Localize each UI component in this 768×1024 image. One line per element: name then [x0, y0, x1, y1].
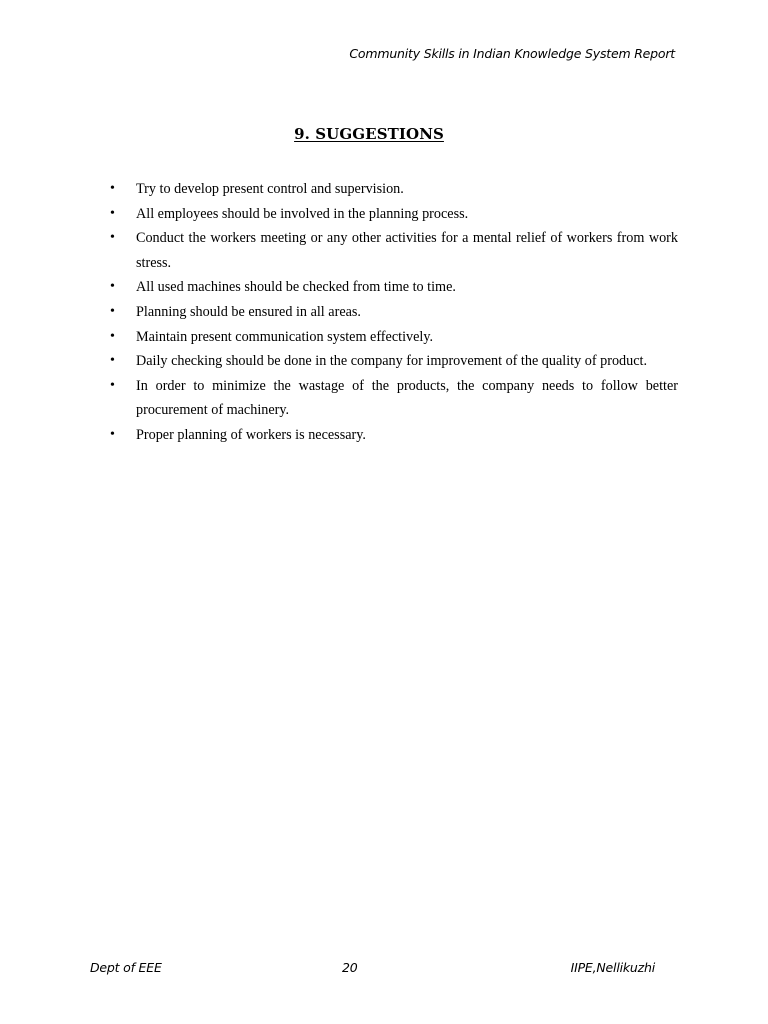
bullet-icon: • — [110, 353, 115, 369]
bullet-icon: • — [110, 181, 115, 196]
section-heading: 9. SUGGESTIONS — [294, 125, 444, 143]
list-item-text: Maintain present communication system effectively. — [136, 328, 434, 345]
list-item — [106, 423, 678, 448]
list-item — [106, 177, 678, 202]
bullet-icon: • — [110, 426, 115, 442]
list-item — [106, 374, 678, 423]
list-item — [106, 275, 678, 300]
list-item-text: All used machines should be checked from time to time. — [136, 279, 456, 296]
list-item — [106, 300, 678, 325]
list-item-text: In order to minimize the wastage of the products, the company needs to follow better procurement of machinery. — [136, 377, 678, 419]
list-item-text: Try to develop present control and supervision. — [136, 181, 404, 197]
bullet-icon: • — [110, 230, 115, 246]
list-item-text: All employees should be involved in the planning process. — [136, 205, 469, 222]
bullet-icon: • — [110, 377, 115, 393]
bullet-icon: • — [110, 279, 115, 295]
bullet-icon: • — [110, 205, 115, 221]
footer-department: Dept of EEE — [90, 960, 162, 975]
running-header: Community Skills in Indian Knowledge System Report — [349, 46, 675, 61]
list-item-text: Proper planning of workers is necessary. — [136, 426, 366, 443]
footer-institution: IIPE,Nellikuzhi — [570, 960, 655, 975]
list-item — [106, 202, 678, 227]
bullet-icon: • — [110, 328, 115, 344]
list-item-text: Planning should be ensured in all areas. — [136, 303, 361, 320]
list-item-text: Daily checking should be done in the company for improvement of the quality of product. — [136, 353, 648, 370]
list-item-text: Conduct the workers meeting or any other activities for a mental relief of workers from work stress. — [136, 230, 678, 271]
bullet-icon: • — [110, 303, 115, 319]
list-item — [106, 226, 678, 275]
list-item — [106, 349, 678, 374]
list-item — [106, 325, 678, 350]
page-number: 20 — [342, 960, 358, 975]
suggestion-list — [106, 177, 678, 448]
